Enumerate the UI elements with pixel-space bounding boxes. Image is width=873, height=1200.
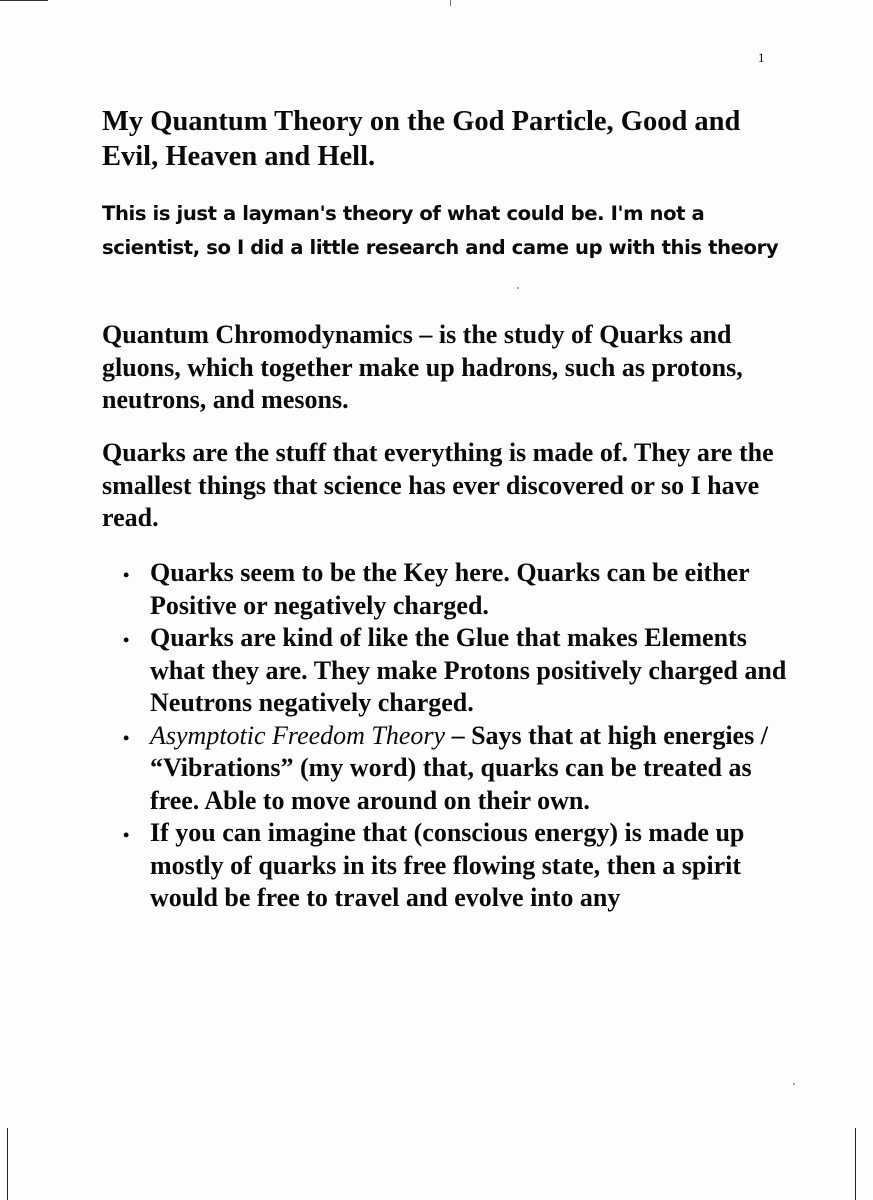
- page-number: 1: [758, 50, 765, 65]
- bullet-text: – Says that at high energies / “Vibrations” (my word) that, quarks can be treated as free. Able to move around on their own.: [150, 720, 768, 815]
- bullet-item: [120, 720, 800, 818]
- bullet-icon: •: [123, 825, 130, 845]
- scan-speck: [517, 287, 519, 289]
- scan-edge-mark: [0, 0, 48, 1]
- intro-paragraph: This is just a layman's theory of what could be. I'm not a scientist, so I did a little research and came up with this theory: [102, 202, 779, 259]
- bullet-item: [120, 817, 800, 915]
- body-paragraph: Quantum Chromodynamics – is the study of Quarks and gluons, which together make up hadrons, such as protons, neutrons, and mesons.: [102, 320, 743, 414]
- bullet-text: Quarks seem to be the Key here. Quarks can be either Positive or negatively charged.: [150, 558, 750, 620]
- bullet-item: [120, 622, 800, 720]
- scan-speck: [793, 1083, 795, 1085]
- document-title: My Quantum Theory on the God Particle, Good and Evil, Heaven and Hell.: [102, 106, 741, 172]
- bullet-text: If you can imagine that (conscious energy) is made up mostly of quarks in its free flowing state, then a spirit would be free to travel and evolve into any: [150, 818, 745, 912]
- bullet-icon: •: [123, 727, 130, 748]
- scan-edge-mark: [855, 1128, 856, 1200]
- scan-edge-mark: [450, 0, 451, 6]
- bullet-icon: •: [123, 630, 130, 650]
- bullet-icon: •: [123, 565, 130, 585]
- bullet-text: Quarks are kind of like the Glue that makes Elements what they are. They make Protons positively charged and Neutrons negatively charged.: [150, 623, 787, 717]
- scan-edge-mark: [7, 1128, 8, 1200]
- body-paragraph: Quarks are the stuff that everything is made of. They are the smallest things that science has ever discovered or so I have read.: [102, 438, 774, 532]
- bullet-term: Asymptotic Freedom Theory: [150, 720, 446, 750]
- bullet-item: [120, 557, 800, 622]
- bullet-list: [120, 557, 800, 915]
